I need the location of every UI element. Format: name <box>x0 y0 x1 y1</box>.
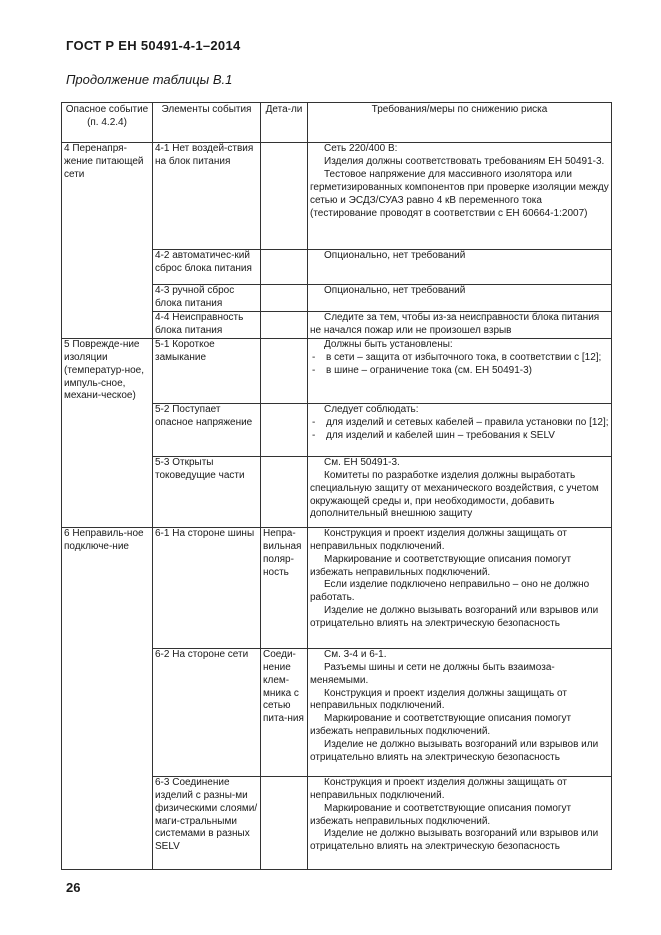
requirement-text: См. 3-4 и 6-1. <box>324 648 387 660</box>
requirement-text: Тестовое напряжение для массивного изолятора или герметизированных компонентов при проверке изоляции между сетью и ЭСДЗ/СУАЗ равно 4 кВ переменного тока (тестирование проводят в соответствии с ЕН 60664-1:2007) <box>310 168 609 219</box>
cell-detail <box>261 312 308 339</box>
header-requirements: Требования/меры по снижению риска <box>308 103 612 143</box>
requirement-text: Конструкция и проект изделия должны защищать от неправильных подключений. <box>310 776 567 801</box>
table-row <box>62 403 612 456</box>
cell-element: 6-2 На стороне сети <box>153 648 261 776</box>
requirement-text: Если изделие подключено неправильно – оно не должно работать. <box>310 579 590 604</box>
cell-event: 6 Неправиль-ное подключе-ние <box>62 527 153 648</box>
risk-table <box>61 102 612 870</box>
requirement-text: Изделие не должно вызывать возгораний или взрывов или отрицательно влиять на электрическую безопасность <box>310 739 599 764</box>
cell-detail <box>261 285 308 312</box>
cell-requirements <box>308 143 612 250</box>
cell-element: 4-3 ручной сброс блока питания <box>153 285 261 312</box>
requirement-text: Следует соблюдать: <box>324 403 419 415</box>
requirement-text: Маркирование и соответствующие описания помогут избежать неправильных подключений. <box>310 802 572 827</box>
requirement-text: Изделие не должно вызывать возгораний или взрывов или отрицательно влиять на электрическую безопасность <box>310 828 599 853</box>
header-elements: Элементы события <box>153 103 261 143</box>
cell-element: 6-3 Соединение изделий с разны-ми физическими слоями/маги-стральными системами в разных SELV <box>153 776 261 869</box>
cell-element: 4-1 Нет воздей-ствия на блок питания <box>153 143 261 250</box>
requirement-text: Комитеты по разработке изделия должны выработать специальную защиту от механического воздействия, с учетом окружающей среды и, при необходимости, добавить дополнительный внешнюю защиту <box>310 469 599 520</box>
header-event: Опасное событие (п. 4.2.4) <box>62 103 153 143</box>
cell-event <box>62 648 153 776</box>
requirement-text: Опционально, нет требований <box>324 250 466 261</box>
cell-detail <box>261 403 308 456</box>
table-row <box>62 776 612 869</box>
requirement-text: См. ЕН 50491-3. <box>324 456 400 468</box>
cell-element: 5-2 Поступает опасное напряжение <box>153 403 261 456</box>
requirement-text: Изделие не должно вызывать возгораний или взрывов или отрицательно влиять на электрическую безопасность <box>310 605 599 630</box>
requirement-text: Изделия должны соответствовать требованиям ЕН 50491-3. <box>324 155 605 167</box>
cell-event <box>62 250 153 285</box>
table-row <box>62 312 612 339</box>
cell-event <box>62 312 153 339</box>
table-caption: Продолжение таблицы В.1 <box>66 72 233 87</box>
table-row <box>62 250 612 285</box>
cell-event: 5 Поврежде-ние изоляции (температур-ное, импуль-сное, механи-ческое) <box>62 338 153 403</box>
requirement-bullet: - для изделий и кабелей шин – требования к SELV <box>310 430 609 443</box>
requirement-bullet: - для изделий и сетевых кабелей – правила установки по [12]; <box>310 417 609 430</box>
requirement-bullet: - в сети – защита от избыточного тока, в соответствии с [12]; <box>310 352 609 365</box>
cell-requirements <box>308 456 612 527</box>
cell-detail: Непра-вильная поляр-ность <box>261 527 308 648</box>
cell-event <box>62 285 153 312</box>
requirement-text: Должны быть установлены: <box>324 338 453 350</box>
cell-event <box>62 403 153 456</box>
requirement-text: Разъемы шины и сети не должны быть взаимоза-меняемыми. <box>310 661 555 686</box>
cell-detail <box>261 456 308 527</box>
table-row <box>62 338 612 403</box>
cell-requirements <box>308 312 612 339</box>
table-header-row <box>62 103 612 143</box>
cell-event <box>62 776 153 869</box>
cell-element: 4-2 автоматичес-кий сброс блока питания <box>153 250 261 285</box>
cell-requirements <box>308 338 612 403</box>
cell-element: 5-1 Короткое замыкание <box>153 338 261 403</box>
cell-element: 6-1 На стороне шины <box>153 527 261 648</box>
requirement-text: Следите за тем, чтобы из-за неисправности блока питания не начался пожар или не произошел взрыв <box>310 312 600 336</box>
table-row <box>62 456 612 527</box>
cell-requirements <box>308 648 612 776</box>
cell-element: 5-3 Открыты токоведущие части <box>153 456 261 527</box>
requirement-text: Сеть 220/400 В: <box>324 143 398 154</box>
cell-event <box>62 456 153 527</box>
cell-detail: Соеди-нение клем-мника с сетью пита-ния <box>261 648 308 776</box>
cell-element: 4-4 Неисправность блока питания <box>153 312 261 339</box>
table-row <box>62 648 612 776</box>
page-number: 26 <box>66 880 81 895</box>
requirement-text: Конструкция и проект изделия должны защищать от неправильных подключений. <box>310 527 567 552</box>
cell-event: 4 Перенапря-жение питающей сети <box>62 143 153 250</box>
cell-detail <box>261 338 308 403</box>
cell-requirements <box>308 250 612 285</box>
table-row <box>62 143 612 250</box>
cell-requirements <box>308 285 612 312</box>
cell-requirements <box>308 776 612 869</box>
cell-detail <box>261 143 308 250</box>
requirement-text: Опционально, нет требований <box>324 285 466 296</box>
requirement-text: Маркирование и соответствующие описания помогут избежать неправильных подключений. <box>310 553 572 578</box>
table-row <box>62 285 612 312</box>
document-header: ГОСТ Р ЕН 50491-4-1–2014 <box>66 38 241 53</box>
cell-requirements <box>308 527 612 648</box>
cell-detail <box>261 776 308 869</box>
requirement-bullet: - в шине – ограничение тока (см. ЕН 50491-3) <box>310 365 609 378</box>
header-details: Дета-ли <box>261 103 308 143</box>
cell-requirements <box>308 403 612 456</box>
cell-detail <box>261 250 308 285</box>
requirement-text: Конструкция и проект изделия должны защищать от неправильных подключений. <box>310 687 567 712</box>
requirement-text: Маркирование и соответствующие описания помогут избежать неправильных подключений. <box>310 713 572 738</box>
table-row <box>62 527 612 648</box>
